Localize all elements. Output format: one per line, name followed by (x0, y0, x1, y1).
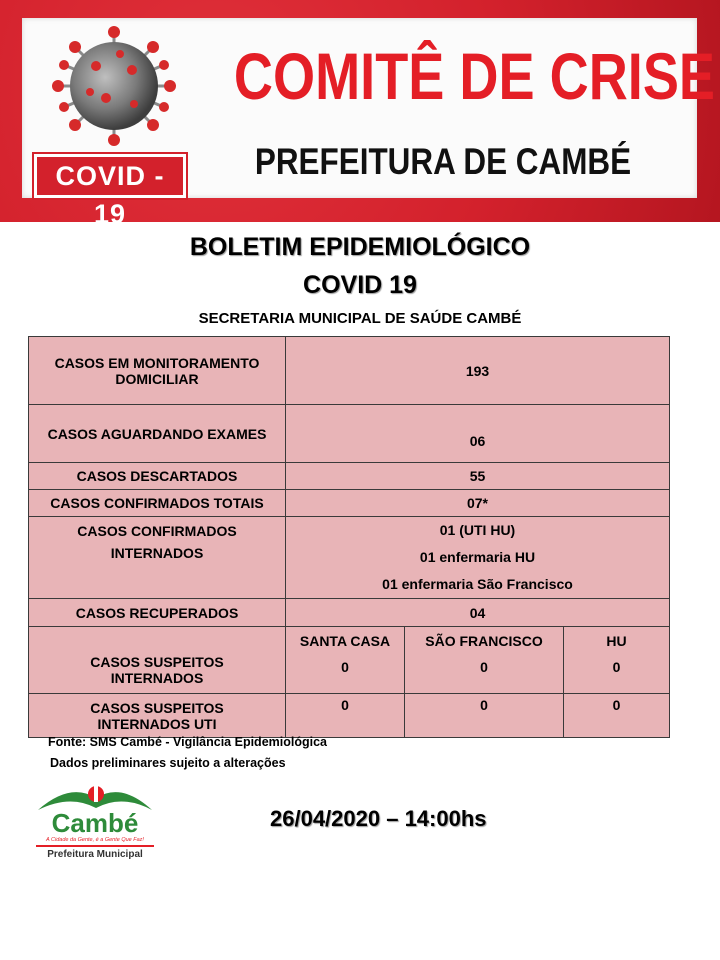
hospital-value: 0 (564, 694, 670, 738)
row-label (29, 517, 286, 599)
hospital-header: SÃO FRANCISCO (425, 633, 543, 649)
secretaria-label: SECRETARIA MUNICIPAL DE SAÚDE CAMBÉ (198, 310, 522, 327)
hospital-value: 0 (341, 659, 349, 675)
row-label-line: CASOS SUSPEITOS (90, 699, 224, 716)
table-row (29, 337, 670, 405)
source-note: Fonte: SMS Cambé - Vigilância Epidemiológica (48, 735, 327, 749)
row-label: CASOS DESCARTADOS (29, 463, 286, 490)
row-value: 07* (286, 490, 670, 517)
row-value-line: 01 enfermaria São Francisco (382, 576, 573, 592)
covid-badge-text: COVID - 19 (55, 161, 165, 229)
report-date: 26/04/2020 – 14:00hs (270, 806, 487, 831)
logo-name: Cambé (51, 808, 139, 838)
row-value: 04 (286, 599, 670, 627)
logo-subtitle: Prefeitura Municipal (47, 849, 143, 860)
header-banner (0, 0, 720, 229)
row-value (286, 517, 670, 599)
table-row (29, 694, 670, 738)
row-label: CASOS AGUARDANDO EXAMES (29, 405, 286, 463)
hospital-value: 0 (480, 659, 488, 675)
row-label-line: INTERNADOS (110, 670, 204, 686)
report-subtitle: COVID 19 (303, 271, 417, 299)
row-label-line: CASOS CONFIRMADOS (77, 523, 237, 539)
coronavirus-icon (34, 26, 194, 146)
logo-tagline: A Cidade da Gente, é a Gente Que Faz! (46, 837, 144, 843)
row-label-line: CASOS SUSPEITOS (90, 654, 224, 670)
table-row (29, 405, 670, 463)
row-label-line: DOMICILIAR (115, 370, 199, 387)
table-row (29, 517, 670, 599)
table-row (29, 490, 670, 517)
row-value-line: 01 (UTI HU) (439, 522, 516, 538)
banner-subtitle: PREFEITURA DE CAMBÉ (254, 141, 632, 182)
report-title: BOLETIM EPIDEMIOLÓGICO (189, 233, 531, 261)
bulletin-table (28, 336, 670, 738)
banner-title: COMITÊ DE CRISE (233, 39, 716, 113)
table-row (29, 599, 670, 627)
banner-panel (22, 18, 716, 229)
row-value: 193 (286, 337, 670, 405)
hospital-header: SANTA CASA (299, 633, 391, 649)
row-label (29, 627, 286, 694)
hospital-header: HU (606, 633, 627, 649)
row-value: 55 (286, 463, 670, 490)
hospital-value: 0 (405, 694, 564, 738)
table-row (29, 627, 670, 694)
hospital-cell (564, 627, 670, 694)
covid-badge (34, 154, 186, 229)
row-label-line: INTERNADOS (110, 545, 204, 561)
disclaimer-note: Dados preliminares sujeito a alterações (50, 756, 286, 770)
hospital-cell (405, 627, 564, 694)
row-value: 06 (286, 405, 670, 463)
row-label: CASOS CONFIRMADOS TOTAIS (29, 490, 286, 517)
row-label (29, 337, 286, 405)
table-row (29, 463, 670, 490)
row-label-line: CASOS EM MONITORAMENTO (54, 354, 260, 371)
row-label-line: INTERNADOS UTI (97, 715, 217, 732)
row-label (29, 694, 286, 738)
hospital-value: 0 (286, 694, 405, 738)
row-value-line: 01 enfermaria HU (419, 549, 536, 565)
hospital-cell (286, 627, 405, 694)
cambe-logo (30, 784, 160, 860)
row-label: CASOS RECUPERADOS (29, 599, 286, 627)
hospital-value: 0 (612, 659, 621, 675)
